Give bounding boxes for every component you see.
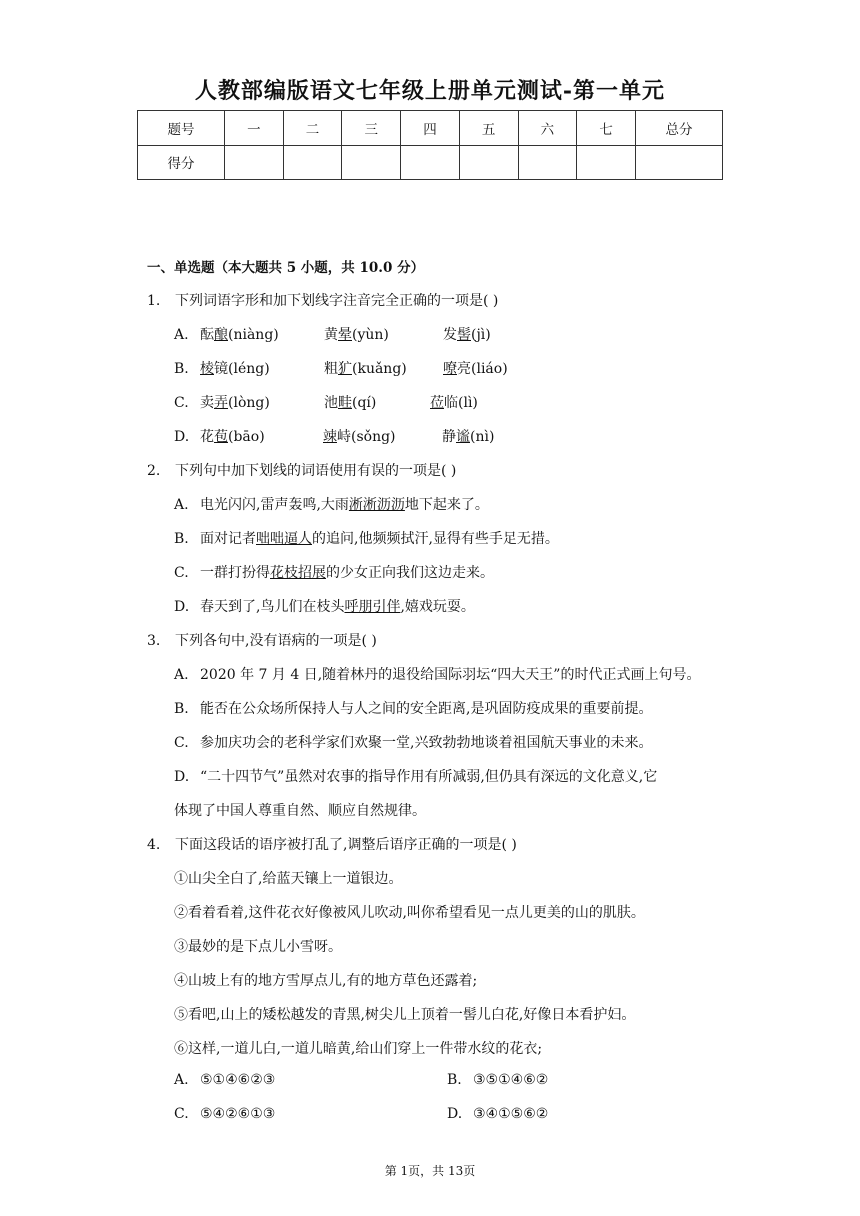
pinyin: (jì)	[471, 327, 491, 343]
option-label: A.	[174, 1072, 189, 1088]
score-input-cell[interactable]	[401, 145, 460, 180]
underlined-word: 花枝招展	[270, 565, 326, 581]
option-label: B.	[447, 1072, 462, 1088]
option-label: A.	[174, 497, 189, 513]
option-label: B.	[174, 531, 189, 547]
score-input-cell[interactable]	[283, 145, 342, 180]
page-title: 人教部编版语文七年级上册单元测试-第一单元	[194, 78, 666, 104]
underlined-char: 谧	[456, 429, 470, 445]
score-input-cell[interactable]	[636, 145, 723, 180]
question-stem: 下列词语字形和加下划线字注音完全正确的一项是( )	[175, 293, 499, 309]
q1-option-a[interactable]	[174, 324, 491, 344]
sentence-3: ③最妙的是下点儿小雪呀。	[174, 939, 342, 955]
score-input-cell[interactable]	[518, 145, 577, 180]
pinyin: (lòng)	[228, 395, 270, 411]
question-4	[147, 834, 517, 854]
q4-option-c[interactable]	[174, 1106, 275, 1122]
option-label: C.	[174, 395, 189, 411]
pinyin: (nì)	[470, 429, 495, 445]
table-cell: 七	[577, 111, 636, 146]
option-text: 体现了中国人尊重自然、顺应自然规律。	[174, 803, 426, 819]
option-text: 能否在公众场所保持人与人之间的安全距离,是巩固防疫成果的重要前提。	[200, 701, 653, 717]
q3-option-d-continued	[174, 800, 426, 820]
pinyin: 镜(léng)	[214, 361, 270, 377]
underlined-char: 嘹	[443, 361, 457, 377]
option-label: B.	[174, 701, 189, 717]
table-cell: 四	[401, 111, 460, 146]
option-text: ③⑤①④⑥②	[473, 1072, 549, 1088]
option-label: D.	[174, 769, 190, 785]
score-input-cell[interactable]	[577, 145, 636, 180]
pinyin: (kuǎng)	[352, 361, 407, 377]
underlined-char: 晕	[338, 327, 352, 343]
table-cell: 三	[342, 111, 401, 146]
q1-option-d[interactable]	[174, 426, 494, 446]
table-cell: 二	[283, 111, 342, 146]
underlined-char: 酿	[214, 327, 228, 343]
underlined-char: 苞	[214, 429, 228, 445]
sentence-2: ②看着看着,这件花衣好像被风儿吹动,叫你希望看见一点儿更美的山的肌肤。	[174, 905, 645, 921]
table-cell: 五	[459, 111, 518, 146]
q2-option-a[interactable]	[174, 494, 489, 514]
word: 静	[442, 429, 456, 445]
table-cell: 一	[225, 111, 284, 146]
score-table-score-row	[138, 145, 723, 180]
q2-option-c[interactable]	[174, 562, 494, 582]
pinyin: (bāo)	[228, 429, 265, 445]
word: 黄	[324, 327, 338, 343]
question-stem: 下列各句中,没有语病的一项是( )	[175, 633, 377, 649]
option-label: C.	[174, 565, 189, 581]
option-text: ,嬉戏玩耍。	[400, 599, 475, 615]
table-cell: 得分	[138, 145, 225, 180]
question-2	[147, 460, 456, 480]
word: 酝	[200, 327, 214, 343]
pinyin: (niàng)	[228, 327, 279, 343]
pinyin: 峙(sǒng)	[337, 429, 396, 445]
word: 花	[200, 429, 214, 445]
q4-option-b[interactable]	[447, 1072, 548, 1088]
word: 发	[443, 327, 457, 343]
sentence-5: ⑤看吧,山上的矮松越发的青黑,树尖儿上顶着一髻儿白花,好像日本看护妇。	[174, 1007, 636, 1023]
option-text: 春天到了,鸟儿们在枝头	[200, 599, 345, 615]
underlined-char: 髻	[457, 327, 471, 343]
section-heading: 一、单选题（本大题共 5 小题，共 10.0 分）	[147, 260, 425, 276]
pinyin: (qí)	[352, 395, 377, 411]
pinyin: 临(lì)	[444, 395, 478, 411]
option-text: 面对记者	[200, 531, 256, 547]
word: 粗	[324, 361, 338, 377]
q1-option-c[interactable]	[174, 392, 478, 412]
option-text: 电光闪闪,雷声轰鸣,大雨	[200, 497, 349, 513]
option-label: C.	[174, 1106, 189, 1122]
option-label: C.	[174, 735, 189, 751]
score-input-cell[interactable]	[342, 145, 401, 180]
pinyin: (yùn)	[352, 327, 389, 343]
q4-option-a[interactable]	[174, 1072, 275, 1088]
q2-option-b[interactable]	[174, 528, 559, 548]
q3-option-a[interactable]	[174, 664, 700, 684]
option-text: 2020 年 7 月 4 日,随着林丹的退役给国际羽坛“四大天王”的时代正式画上句号。	[200, 667, 701, 683]
score-table-header-row	[138, 111, 723, 146]
page-footer: 第 1页，共 13页	[384, 1164, 476, 1178]
table-cell: 六	[518, 111, 577, 146]
question-number: 1.	[147, 293, 161, 309]
question-stem: 下列句中加下划线的词语使用有误的一项是( )	[175, 463, 457, 479]
score-table	[137, 110, 723, 180]
q1-option-b[interactable]	[174, 358, 508, 378]
option-label: D.	[174, 429, 190, 445]
option-label: D.	[174, 599, 190, 615]
option-text: ⑤①④⑥②③	[200, 1072, 276, 1088]
underlined-char: 莅	[430, 395, 444, 411]
q4-option-d[interactable]	[447, 1106, 548, 1122]
word: 池	[324, 395, 338, 411]
question-number: 4.	[147, 837, 161, 853]
score-input-cell[interactable]	[225, 145, 284, 180]
option-label: A.	[174, 327, 189, 343]
pinyin: 亮(liáo)	[457, 361, 508, 377]
table-cell: 总分	[636, 111, 723, 146]
option-text: 地下起来了。	[404, 497, 489, 513]
q3-option-c[interactable]	[174, 732, 652, 752]
q2-option-d[interactable]	[174, 596, 475, 616]
question-1	[147, 290, 498, 310]
word: 卖	[200, 395, 214, 411]
underlined-word: 淅淅沥沥	[348, 497, 405, 513]
option-text: 一群打扮得	[200, 565, 270, 581]
option-text: ③④①⑤⑥②	[473, 1106, 549, 1122]
score-input-cell[interactable]	[459, 145, 518, 180]
question-number: 3.	[147, 633, 161, 649]
option-text: 参加庆功会的老科学家们欢聚一堂,兴致勃勃地谈着祖国航天事业的未来。	[200, 735, 653, 751]
question-number: 2.	[147, 463, 161, 479]
option-text: 的少女正向我们这边走来。	[326, 565, 494, 581]
option-label: D.	[447, 1106, 463, 1122]
underlined-word: 咄咄逼人	[256, 531, 312, 547]
q3-option-d[interactable]	[174, 766, 657, 786]
table-cell: 题号	[138, 111, 225, 146]
underlined-char: 畦	[338, 395, 352, 411]
question-3	[147, 630, 377, 650]
q3-option-b[interactable]	[174, 698, 652, 718]
option-text: 的追问,他频频拭汗,显得有些手足无措。	[312, 531, 559, 547]
option-text: ⑤④②⑥①③	[200, 1106, 276, 1122]
underlined-word: 呼朋引伴	[344, 599, 401, 615]
underlined-char: 竦	[323, 429, 337, 445]
underlined-char: 弄	[214, 395, 228, 411]
underlined-char: 棱	[200, 361, 214, 377]
option-text: “二十四节气”虽然对农事的指导作用有所减弱,但仍具有深远的文化意义,它	[200, 769, 658, 785]
option-label: A.	[174, 667, 189, 683]
sentence-6: ⑥这样,一道儿白,一道儿暗黄,给山们穿上一件带水纹的花衣;	[174, 1041, 543, 1057]
option-label: B.	[174, 361, 189, 377]
question-stem: 下面这段话的语序被打乱了,调整后语序正确的一项是( )	[175, 837, 517, 853]
underlined-char: 犷	[338, 361, 352, 377]
sentence-1: ①山尖全白了,给蓝天镶上一道银边。	[174, 871, 403, 887]
sentence-4: ④山坡上有的地方雪厚点儿,有的地方草色还露着;	[174, 973, 478, 989]
